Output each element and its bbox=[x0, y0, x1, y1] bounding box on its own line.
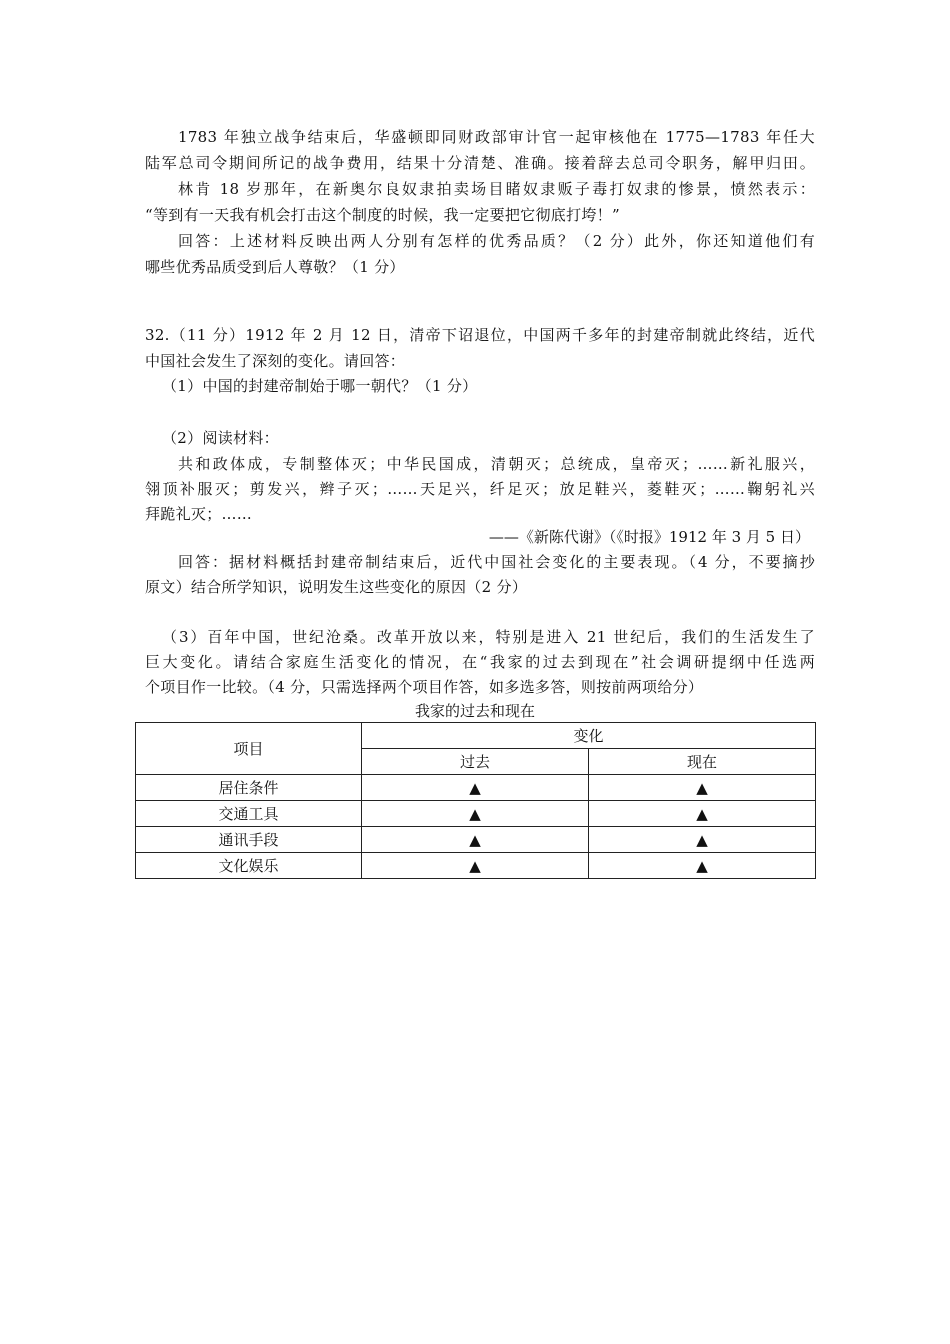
question-31-line-2: 哪些优秀品质受到后人尊敬？（1 分） bbox=[145, 258, 405, 276]
answer-blank-now[interactable]: ▲ bbox=[589, 775, 816, 801]
answer-blank-past[interactable]: ▲ bbox=[362, 801, 589, 827]
question-32-sub-2-line-1: 回答：据材料概括封建帝制结束后，近代中国社会变化的主要表现。（4 分，不要摘抄 bbox=[178, 553, 815, 571]
row-item: 交通工具 bbox=[136, 801, 362, 827]
family-survey-table bbox=[135, 722, 816, 879]
question-32-sub-2-title: （2）阅读材料： bbox=[162, 429, 279, 447]
lincoln-passage-line-1: 林肯 18 岁那年，在新奥尔良奴隶拍卖场目睹奴隶贩子毒打奴隶的惨景，愤然表示： bbox=[178, 180, 815, 198]
answer-blank-now[interactable]: ▲ bbox=[589, 801, 816, 827]
material-source: ——《新陈代谢》（《时报》1912 年 3 月 5 日） bbox=[488, 528, 810, 546]
table-row bbox=[136, 827, 816, 853]
header-now: 现在 bbox=[589, 749, 816, 775]
answer-blank-past[interactable]: ▲ bbox=[362, 827, 589, 853]
header-past: 过去 bbox=[362, 749, 589, 775]
washington-passage-line-1: 1783 年独立战争结束后，华盛顿即同财政部审计官一起审核他在 1775—1783 年任大 bbox=[178, 128, 815, 146]
row-item: 居住条件 bbox=[136, 775, 362, 801]
table-row bbox=[136, 853, 816, 879]
row-item: 文化娱乐 bbox=[136, 853, 362, 879]
material-line-1: 共和政体成，专制整体灭；中华民国成，清朝灭；总统成，皇帝灭；……新礼服兴， bbox=[178, 455, 815, 473]
header-item: 项目 bbox=[136, 723, 362, 775]
question-32-sub-1: （1）中国的封建帝制始于哪一朝代？（1 分） bbox=[162, 377, 478, 395]
question-32-sub-3-line-3: 个项目作一比较。（4 分，只需选择两个项目作答，如多选多答，则按前两项给分） bbox=[145, 678, 704, 696]
lincoln-passage-line-2: “等到有一天我有机会打击这个制度的时候，我一定要把它彻底打垮！” bbox=[145, 206, 620, 224]
material-line-3: 拜跪礼灭；…… bbox=[145, 505, 253, 523]
table-row bbox=[136, 801, 816, 827]
washington-passage-line-2: 陆军总司令期间所记的战争费用，结果十分清楚、准确。接着辞去总司令职务，解甲归田。 bbox=[145, 154, 815, 172]
table-row bbox=[136, 775, 816, 801]
table-caption: 我家的过去和现在 bbox=[414, 702, 535, 720]
question-32-sub-3-line-1: （3）百年中国，世纪沧桑。改革开放以来，特别是进入 21 世纪后，我们的生活发生了 bbox=[162, 628, 815, 646]
row-item: 通讯手段 bbox=[136, 827, 362, 853]
answer-blank-past[interactable]: ▲ bbox=[362, 775, 589, 801]
question-32-intro-line-1: 32.（11 分）1912 年 2 月 12 日，清帝下诏退位，中国两千多年的封建帝制就此终结，近代 bbox=[145, 326, 815, 344]
header-change: 变化 bbox=[362, 723, 816, 749]
question-31-line-1: 回答：上述材料反映出两人分别有怎样的优秀品质？（2 分）此外，你还知道他们有 bbox=[178, 232, 815, 250]
answer-blank-now[interactable]: ▲ bbox=[589, 853, 816, 879]
material-line-2: 翎顶补服灭；剪发兴，辫子灭；……天足兴，纤足灭；放足鞋兴，菱鞋灭；……鞠躬礼兴 bbox=[145, 480, 815, 498]
answer-blank-past[interactable]: ▲ bbox=[362, 853, 589, 879]
answer-blank-now[interactable]: ▲ bbox=[589, 827, 816, 853]
question-32-sub-2-line-2: 原文）结合所学知识，说明发生这些变化的原因（2 分） bbox=[145, 578, 528, 596]
question-32-sub-3-line-2: 巨大变化。请结合家庭生活变化的情况，在“我家的过去到现在”社会调研提纲中任选两 bbox=[145, 653, 815, 671]
question-32-intro-line-2: 中国社会发生了深刻的变化。请回答： bbox=[145, 352, 406, 370]
